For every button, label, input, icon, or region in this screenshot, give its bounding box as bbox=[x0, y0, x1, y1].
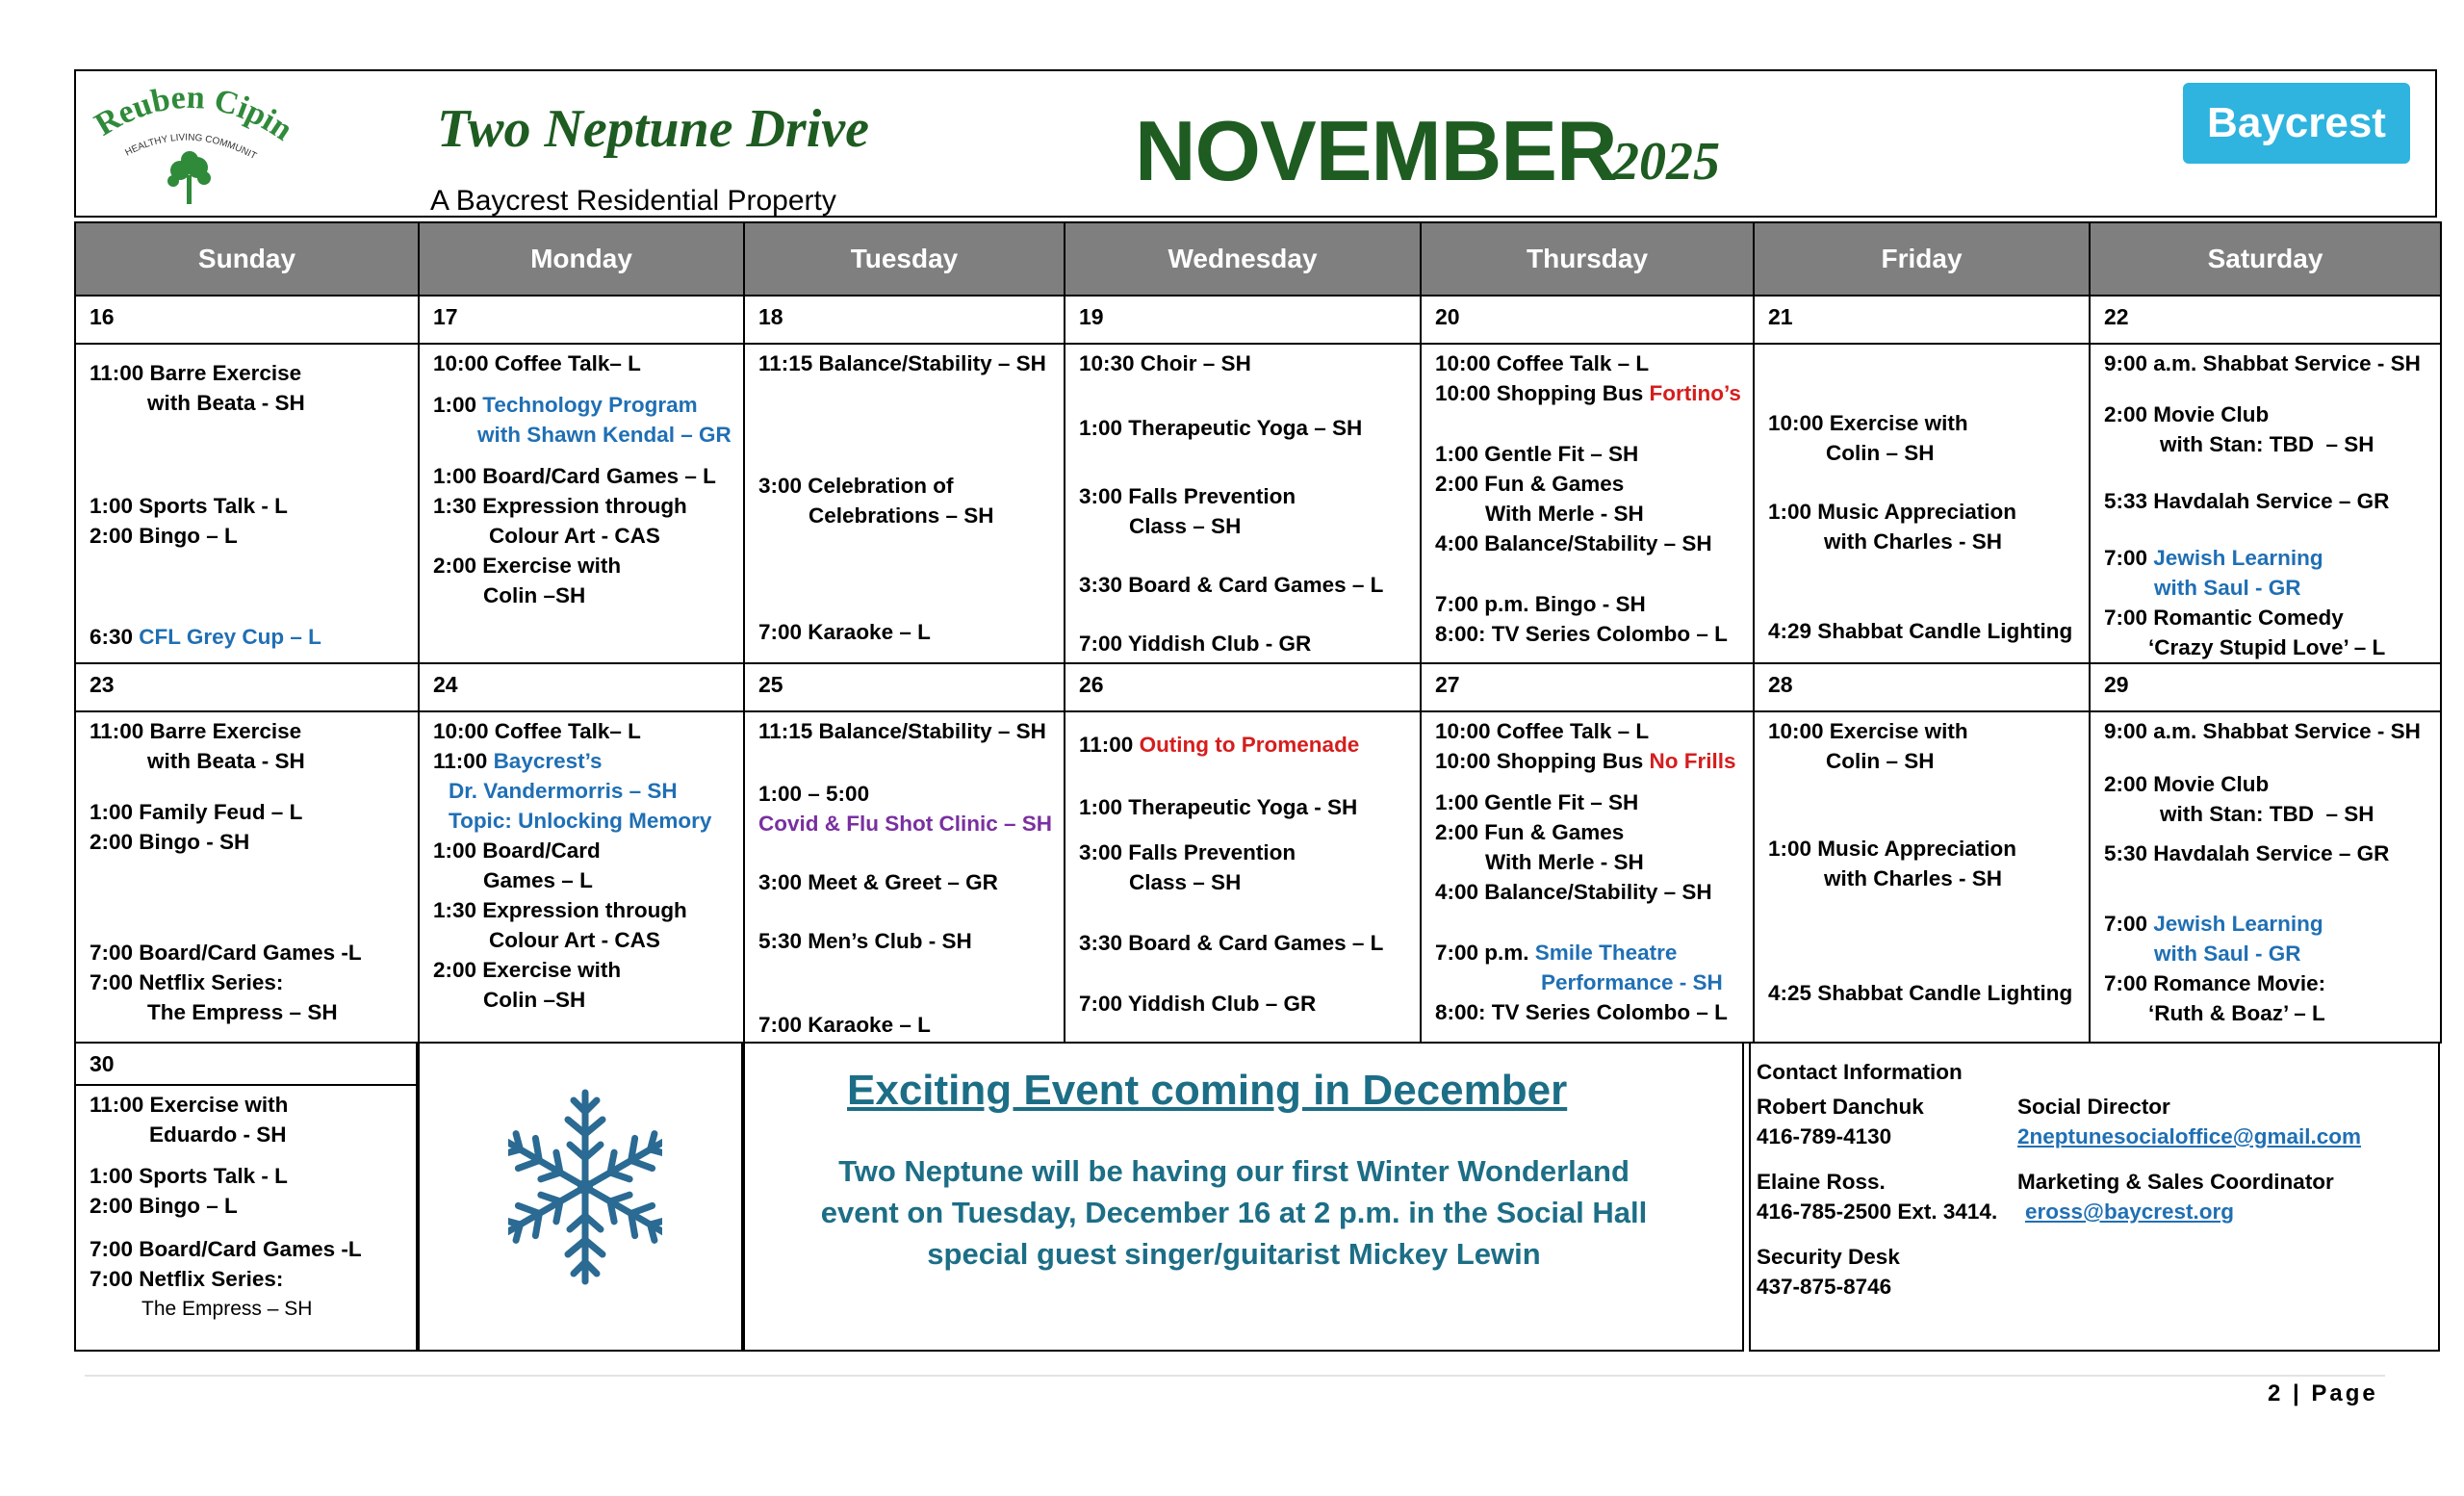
event-item: with Beata - SH bbox=[147, 391, 305, 415]
event-item: 5:33 Havdalah Service – GR bbox=[2104, 489, 2390, 513]
event-item: With Merle - SH bbox=[1485, 502, 1644, 526]
event-item: 7:00 Karaoke – L bbox=[758, 1013, 931, 1037]
event-item: with Charles - SH bbox=[1824, 529, 2003, 554]
event-item: Class – SH bbox=[1129, 514, 1242, 538]
event-time: 6:30 bbox=[90, 625, 140, 649]
event-item: 5:30 Men’s Club - SH bbox=[758, 929, 972, 953]
event-item: 10:00 Exercise with bbox=[1768, 719, 1968, 743]
weekday-wednesday: Wednesday bbox=[1065, 222, 1421, 296]
event-time: 7:00 bbox=[2104, 912, 2154, 936]
event-item: 1:00 Gentle Fit – SH bbox=[1435, 442, 1639, 466]
week1-events-row bbox=[75, 344, 2441, 663]
event-item: ‘Crazy Stupid Love’ – L bbox=[2148, 635, 2386, 659]
events-cell-sat-29 bbox=[2090, 711, 2441, 1043]
event-item: 1:30 Expression through bbox=[433, 494, 687, 518]
month-title: NOVEMBER bbox=[1135, 103, 1617, 198]
events-cell-tue-25 bbox=[744, 711, 1065, 1043]
event-item: 1:30 Expression through bbox=[433, 898, 687, 922]
events-cell-mon-17 bbox=[419, 344, 744, 663]
event-item: 1:00 Board/Card bbox=[433, 838, 601, 863]
event-item: Colour Art - CAS bbox=[489, 928, 660, 952]
baycrest-logo: Baycrest bbox=[2183, 83, 2410, 164]
event-item: 7:00 Romantic Comedy bbox=[2104, 606, 2344, 630]
event-item: The Empress – SH bbox=[147, 1000, 338, 1024]
contact-email-wrap bbox=[2017, 1122, 2361, 1151]
events-cell-thu-27 bbox=[1421, 711, 1754, 1043]
events-cell-wed-26 bbox=[1065, 711, 1421, 1043]
contact-phone: 416-785-2500 Ext. 3414. bbox=[1757, 1199, 1998, 1224]
event-time: 10:00 Shopping Bus bbox=[1435, 749, 1650, 773]
event-item: 4:29 Shabbat Candle Lighting bbox=[1768, 619, 2073, 643]
event-item bbox=[90, 622, 408, 652]
calendar-grid bbox=[74, 221, 2442, 1044]
weekday-monday: Monday bbox=[419, 222, 744, 296]
event-item: 7:00 Yiddish Club - GR bbox=[1079, 632, 1312, 656]
event-title: Exciting Event coming in December bbox=[847, 1067, 1568, 1114]
event-highlight: Outing to Promenade bbox=[1139, 733, 1360, 757]
week2-events-row bbox=[75, 711, 2441, 1043]
event-highlight: Technology Program bbox=[482, 393, 698, 417]
event-time: 7:00 bbox=[2104, 546, 2154, 570]
event-item: Dr. Vandermorris – SH bbox=[449, 779, 678, 803]
event-highlight: Jewish Learning bbox=[2153, 546, 2323, 570]
event-item: with Stan: TBD – SH bbox=[2160, 432, 2374, 456]
event-item: 7:00 Netflix Series: bbox=[90, 970, 284, 994]
event-time: 11:00 bbox=[1079, 733, 1140, 757]
contact-email-link[interactable]: eross@baycrest.org bbox=[2025, 1199, 2235, 1224]
event-item: Eduardo - SH bbox=[149, 1122, 287, 1147]
event-item: 1:00 Music Appreciation bbox=[1768, 837, 2016, 861]
event-item: 2:00 Exercise with bbox=[433, 554, 622, 578]
event-item: 7:00 Netflix Series: bbox=[90, 1267, 284, 1291]
event-highlight: Fortino’s bbox=[1649, 381, 1741, 405]
event-item: 2:00 Movie Club bbox=[2104, 402, 2270, 426]
event-item: 10:00 Coffee Talk– L bbox=[433, 351, 641, 375]
event-item bbox=[2104, 909, 2430, 939]
event-item: 8:00: TV Series Colombo – L bbox=[1435, 1000, 1728, 1024]
snowflake-icon bbox=[508, 1086, 662, 1288]
event-item: 3:30 Board & Card Games – L bbox=[1079, 573, 1384, 597]
contact-phone: 416-789-4130 bbox=[1757, 1124, 1892, 1148]
event-item: Colin – SH bbox=[1826, 441, 1935, 465]
logo-left-subtext: HEALTHY LIVING COMMUNIT bbox=[123, 132, 259, 163]
event-item: 10:00 Exercise with bbox=[1768, 411, 1968, 435]
footer-divider bbox=[85, 1375, 2385, 1377]
event-item: Class – SH bbox=[1129, 870, 1242, 894]
event-item: 7:00 p.m. Bingo - SH bbox=[1435, 592, 1646, 616]
events-cell-mon-24 bbox=[419, 711, 744, 1043]
event-item: Topic: Unlocking Memory bbox=[449, 809, 712, 833]
events-cell-thu-20 bbox=[1421, 344, 1754, 663]
event-highlight: CFL Grey Cup – L bbox=[139, 625, 321, 649]
event-item: 2:00 Movie Club bbox=[2104, 772, 2270, 796]
event-item: 10:00 Coffee Talk– L bbox=[433, 719, 641, 743]
events-cell-tue-18 bbox=[744, 344, 1065, 663]
event-item: Celebrations – SH bbox=[808, 503, 994, 528]
event-item bbox=[1079, 730, 1410, 760]
date-cell: 23 bbox=[75, 663, 419, 711]
event-item: 2:00 Bingo – L bbox=[90, 1194, 238, 1218]
date-cell: 17 bbox=[419, 296, 744, 344]
event-item: 1:00 Therapeutic Yoga – SH bbox=[1079, 416, 1363, 440]
event-item: 9:00 a.m. Shabbat Service - SH bbox=[2104, 719, 2421, 743]
weekday-sunday: Sunday bbox=[75, 222, 419, 296]
event-item bbox=[1435, 938, 1743, 967]
event-item: 1:00 Therapeutic Yoga - SH bbox=[1079, 795, 1358, 819]
event-highlight: No Frills bbox=[1649, 749, 1736, 773]
event-item: Colour Art - CAS bbox=[489, 524, 660, 548]
event-item: ‘Ruth & Boaz’ – L bbox=[2148, 1001, 2325, 1025]
event-item: With Merle - SH bbox=[1485, 850, 1644, 874]
contact-role: Marketing & Sales Coordinator bbox=[2017, 1170, 2334, 1194]
event-highlight: Jewish Learning bbox=[2153, 912, 2323, 936]
event-item: 1:00 Family Feud – L bbox=[90, 800, 303, 824]
event-item: 5:30 Havdalah Service – GR bbox=[2104, 841, 2390, 865]
event-item: 7:00 Romance Movie: bbox=[2104, 971, 2326, 995]
event-time: 1:00 bbox=[433, 393, 483, 417]
event-item bbox=[433, 746, 733, 776]
tree-icon bbox=[167, 151, 211, 204]
event-highlight: Smile Theatre bbox=[1534, 941, 1678, 965]
day30-box bbox=[74, 1042, 418, 1352]
event-item: 3:00 Celebration of bbox=[758, 474, 954, 498]
events-cell-sun-16 bbox=[75, 344, 419, 663]
event-item: 8:00: TV Series Colombo – L bbox=[1435, 622, 1728, 646]
event-time: 7:00 p.m. bbox=[1435, 941, 1535, 965]
contact-email-link[interactable]: 2neptunesocialoffice@gmail.com bbox=[2017, 1124, 2362, 1148]
weekday-saturday: Saturday bbox=[2090, 222, 2441, 296]
event-item: Colin –SH bbox=[483, 583, 586, 607]
event-item: 11:00 Exercise with bbox=[90, 1093, 289, 1117]
events-cell-sun-23 bbox=[75, 711, 419, 1043]
event-item: Covid & Flu Shot Clinic – SH bbox=[758, 812, 1053, 836]
event-time: 10:00 Shopping Bus bbox=[1435, 381, 1650, 405]
logo-left-text: Reuben Cipin bbox=[89, 79, 299, 148]
event-item: 10:00 Coffee Talk – L bbox=[1435, 719, 1650, 743]
event-item: 2:00 Bingo - SH bbox=[90, 830, 250, 854]
event-item: 3:00 Meet & Greet – GR bbox=[758, 870, 998, 894]
event-item: Colin –SH bbox=[483, 988, 586, 1012]
site-title: Two Neptune Drive bbox=[437, 99, 869, 159]
event-item: with Charles - SH bbox=[1824, 866, 2003, 890]
event-item: with Shawn Kendal – GR bbox=[477, 423, 732, 447]
year-title: 2025 bbox=[1612, 132, 1720, 192]
event-item: 7:00 Board/Card Games -L bbox=[90, 1237, 362, 1261]
event-item: with Beata - SH bbox=[147, 749, 305, 773]
event-item: 1:00 Sports Talk - L bbox=[90, 1164, 288, 1188]
header bbox=[74, 69, 2437, 218]
event-item: 1:00 Gentle Fit – SH bbox=[1435, 790, 1639, 814]
event-item: 3:00 Falls Prevention bbox=[1079, 484, 1296, 508]
event-item: 1:00 Music Appreciation bbox=[1768, 500, 2016, 524]
event-item: Games – L bbox=[483, 868, 593, 892]
event-item: The Empress – SH bbox=[141, 1298, 313, 1320]
date-cell: 21 bbox=[1754, 296, 2090, 344]
event-item: 4:00 Balance/Stability – SH bbox=[1435, 531, 1712, 555]
events-cell-sat-22 bbox=[2090, 344, 2441, 663]
date-cell: 24 bbox=[419, 663, 744, 711]
contact-name: Robert Danchuk bbox=[1757, 1095, 1924, 1119]
week2-dates-row bbox=[75, 663, 2441, 711]
date-cell: 19 bbox=[1065, 296, 1421, 344]
date-cell: 20 bbox=[1421, 296, 1754, 344]
contact-name: Security Desk bbox=[1757, 1245, 1900, 1269]
event-item bbox=[1435, 746, 1743, 776]
contact-role: Social Director bbox=[2017, 1095, 2170, 1119]
events-cell-fri-21 bbox=[1754, 344, 2090, 663]
event-item: 3:30 Board & Card Games – L bbox=[1079, 931, 1384, 955]
event-item: with Stan: TBD – SH bbox=[2160, 802, 2374, 826]
date-cell: 30 bbox=[76, 1044, 416, 1086]
event-item: 11:15 Balance/Stability – SH bbox=[758, 351, 1046, 375]
date-cell: 27 bbox=[1421, 663, 1754, 711]
event-item: 2:00 Exercise with bbox=[433, 958, 622, 982]
week1-dates-row bbox=[75, 296, 2441, 344]
contact-name: Elaine Ross. bbox=[1757, 1170, 1886, 1194]
event-item bbox=[2104, 543, 2430, 573]
contact-heading: Contact Information bbox=[1757, 1060, 1963, 1084]
event-item: 2:00 Fun & Games bbox=[1435, 820, 1625, 844]
event-highlight: Baycrest’s bbox=[493, 749, 603, 773]
events-cell-fri-28 bbox=[1754, 711, 2090, 1043]
contact-phone: 437-875-8746 bbox=[1757, 1275, 1892, 1299]
weekday-thursday: Thursday bbox=[1421, 222, 1754, 296]
event-item: 9:00 a.m. Shabbat Service - SH bbox=[2104, 351, 2421, 375]
event-item: 4:00 Balance/Stability – SH bbox=[1435, 880, 1712, 904]
event-item: 7:00 Karaoke – L bbox=[758, 620, 931, 644]
date-cell: 22 bbox=[2090, 296, 2441, 344]
events-cell-wed-19 bbox=[1065, 344, 1421, 663]
event-line: event on Tuesday, December 16 at 2 p.m. in the Social Hall bbox=[820, 1196, 1648, 1229]
event-item: 11:00 Barre Exercise bbox=[90, 719, 302, 743]
event-description bbox=[753, 1150, 1715, 1275]
event-item: 7:00 Yiddish Club – GR bbox=[1079, 992, 1317, 1016]
event-item: 3:00 Falls Prevention bbox=[1079, 840, 1296, 864]
event-item: 1:00 – 5:00 bbox=[758, 782, 870, 806]
date-cell: 28 bbox=[1754, 663, 2090, 711]
date-cell: 26 bbox=[1065, 663, 1421, 711]
date-cell: 16 bbox=[75, 296, 419, 344]
event-item: 10:00 Coffee Talk – L bbox=[1435, 351, 1650, 375]
events-cell-sun-30 bbox=[76, 1086, 416, 1324]
event-line: special guest singer/guitarist Mickey Lewin bbox=[927, 1237, 1541, 1271]
event-time: 11:00 bbox=[433, 749, 494, 773]
weekday-header-row bbox=[75, 222, 2441, 296]
weekday-tuesday: Tuesday bbox=[744, 222, 1065, 296]
weekday-friday: Friday bbox=[1754, 222, 2090, 296]
date-cell: 29 bbox=[2090, 663, 2441, 711]
date-cell: 25 bbox=[744, 663, 1065, 711]
event-item: with Saul - GR bbox=[2154, 576, 2301, 600]
event-item: 11:15 Balance/Stability – SH bbox=[758, 719, 1046, 743]
contact-email-wrap bbox=[2025, 1197, 2234, 1226]
site-subtitle: A Baycrest Residential Property bbox=[430, 185, 836, 217]
event-line: Two Neptune will be having our first Winter Wonderland bbox=[838, 1154, 1630, 1188]
event-item: 11:00 Barre Exercise bbox=[90, 361, 302, 385]
event-item: 4:25 Shabbat Candle Lighting bbox=[1768, 981, 2073, 1005]
event-item: 7:00 Board/Card Games -L bbox=[90, 941, 362, 965]
page-number: 2 | Page bbox=[2268, 1380, 2378, 1406]
event-item: 2:00 Bingo – L bbox=[90, 524, 238, 548]
date-cell: 18 bbox=[744, 296, 1065, 344]
event-item bbox=[433, 390, 733, 420]
event-item: 1:00 Board/Card Games – L bbox=[433, 464, 716, 488]
event-item: with Saul - GR bbox=[2154, 941, 2301, 966]
event-item: Colin – SH bbox=[1826, 749, 1935, 773]
event-item: 2:00 Fun & Games bbox=[1435, 472, 1625, 496]
event-item: 10:30 Choir – SH bbox=[1079, 351, 1251, 375]
event-item bbox=[1435, 378, 1743, 408]
event-item: Performance - SH bbox=[1541, 970, 1723, 994]
event-item: 1:00 Sports Talk - L bbox=[90, 494, 288, 518]
reuben-cipin-logo bbox=[84, 79, 305, 209]
